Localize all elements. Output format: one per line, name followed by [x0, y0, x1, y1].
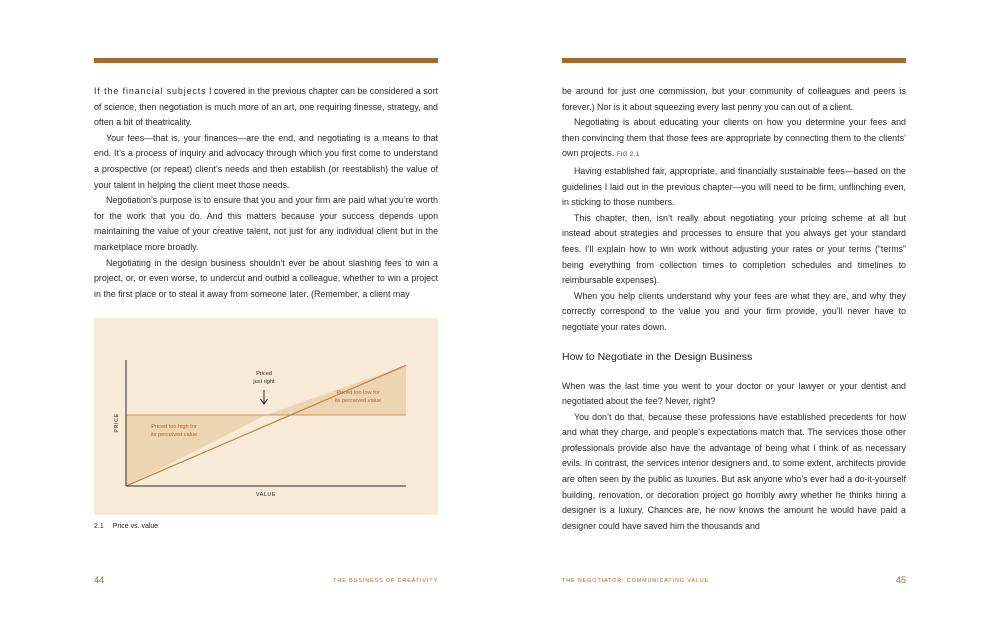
- top-rule: [562, 58, 906, 63]
- paragraph: be around for just one commission, but your community of colleagues and peers is forever.) Nor is it about squeezing every last penny you can out of a client.: [562, 86, 906, 112]
- running-head-left: THE BUSINESS OF CREATIVITY: [333, 578, 438, 584]
- right-body-text: [562, 84, 906, 534]
- lead-in: If the financial subjects: [94, 86, 207, 96]
- x-axis-label: VALUE: [255, 492, 277, 498]
- running-head-right: THE NEGOTIATOR: COMMUNICATING VALUE: [562, 578, 710, 584]
- page-number-right: 45: [895, 575, 906, 585]
- underpriced-label: Priced too low for its perceived value: [334, 390, 382, 404]
- overpriced-label: Priced too high for its perceived value: [150, 424, 198, 438]
- paragraph: This chapter, then, isn’t really about negotiating your pricing scheme at all but instead about strategies and processes to ensure that you always get your standard fees. I’ll explain how to win work without adjusting your rates or your terms (“terms” being everything from collection times to completion schedules and timelines to reimbursable expenses).: [562, 212, 906, 286]
- figure-reference: FIG 2.1: [616, 152, 640, 159]
- paragraph: Your fees—that is, your finances—are the end, and negotiating is a means to that end. It’s a process of inquiry and advocacy through which you first come to understand a prospective (or repeat) client’s needs and then establish (or reestablish) the value of your talent in helping the client meet those needs.: [94, 132, 438, 190]
- paragraph: Negotiating is about educating your clients on how you determine your fees and then convincing them that those fees are appropriate by connecting them to the clients’ own projects. FIG 2.1: [562, 117, 906, 159]
- paragraph: Having established fair, appropriate, and financially sustainable fees—based on the guidelines I laid out in the previous chapter—you will need to be firm, unflinching even, in sticking to those numbers.: [562, 165, 906, 208]
- page-number-left: 44: [94, 575, 105, 585]
- just-right-label-line2: just right: [253, 379, 275, 385]
- left-body-text: [94, 84, 438, 302]
- top-rule: [94, 58, 438, 63]
- paragraph: When was the last time you went to your doctor or your lawyer or your dentist and negotiated about the fee? Never, right?: [562, 380, 906, 407]
- just-right-label-line1: Priced: [256, 371, 272, 377]
- figure-caption-text: Price vs. value: [112, 523, 159, 530]
- figure-number: 2.1: [94, 523, 104, 530]
- y-axis-label: PRICE: [114, 413, 120, 433]
- paragraph: If the financial subjects I covered in the previous chapter can be considered a sort of science, then negotiation is much more of an art, one requiring finesse, strategy, and often a bit of theatricality.: [94, 86, 438, 128]
- figure-caption: [94, 523, 158, 530]
- section-heading: How to Negotiate in the Design Business: [562, 350, 753, 363]
- paragraph: You don’t do that, because these professions have established precedents for how and what they charge, and people’s expectations match that. The services those other professionals provide also have the advantage of being what I think of as necessary evils. In contrast, the services interior designers and, to some extent, architects provide are often seen by the public as luxuries. But ask anyone who’s ever had a do-it-yourself building, renovation, or decoration project go horribly awry whether he thinks hiring a designer is a luxury. Chances are, he now knows the amount he would have paid a designer could have saved him the thousands and: [562, 411, 906, 531]
- paragraph: Negotiating in the design business shouldn’t ever be about slashing fees to win a project, or, or even worse, to undercut and outbid a colleague, whether to win a project in the first place or to steal it away from someone later. (Remember, a client may: [94, 257, 438, 299]
- price-value-figure: [94, 318, 438, 515]
- paragraph: When you help clients understand why your fees are what they are, and why they correctly correspond to the value you and your firm provide, you’ll never have to negotiate your rates down.: [562, 290, 906, 332]
- paragraph: Negotiation’s purpose is to ensure that you and your firm are paid what you’re worth for the work that you do. And this matters because your success depends upon maintaining the value of your creative talent, not just for any individual client but in the marketplace more broadly.: [94, 195, 438, 252]
- price-value-chart: [94, 318, 438, 515]
